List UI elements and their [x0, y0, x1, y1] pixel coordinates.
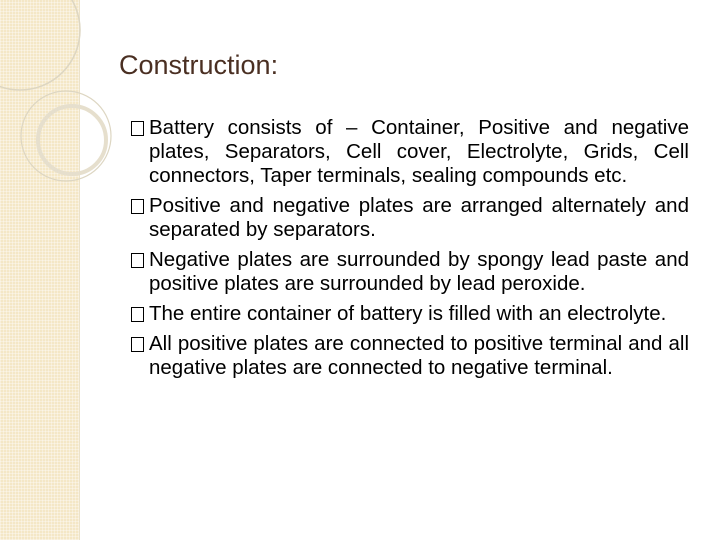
bullet-item — [131, 302, 689, 326]
bullet-text: The entire container of battery is filled with an electrolyte. — [149, 302, 667, 325]
square-bullet-icon — [131, 253, 144, 268]
square-bullet-icon — [131, 337, 144, 352]
bullet-item — [131, 116, 689, 188]
bullet-text: All positive plates are connected to positive terminal and all negative plates are connected to negative terminal. — [149, 332, 689, 379]
bullet-item — [131, 332, 689, 380]
bullet-item — [131, 194, 689, 242]
bullet-list — [131, 116, 689, 386]
bullet-text: Battery consists of – Container, Positive and negative plates, Separators, Cell cover, Electrolyte, Grids, Cell connectors, Taper terminals, sealing compounds etc. — [149, 116, 689, 187]
square-bullet-icon — [131, 121, 144, 136]
square-bullet-icon — [131, 199, 144, 214]
slide-title: Construction: — [119, 50, 279, 80]
square-bullet-icon — [131, 307, 144, 322]
bullet-text: Positive and negative plates are arranged alternately and separated by separators. — [149, 194, 689, 241]
bullet-text: Negative plates are surrounded by spongy lead paste and positive plates are surrounded by lead peroxide. — [149, 248, 689, 295]
bullet-item — [131, 248, 689, 296]
